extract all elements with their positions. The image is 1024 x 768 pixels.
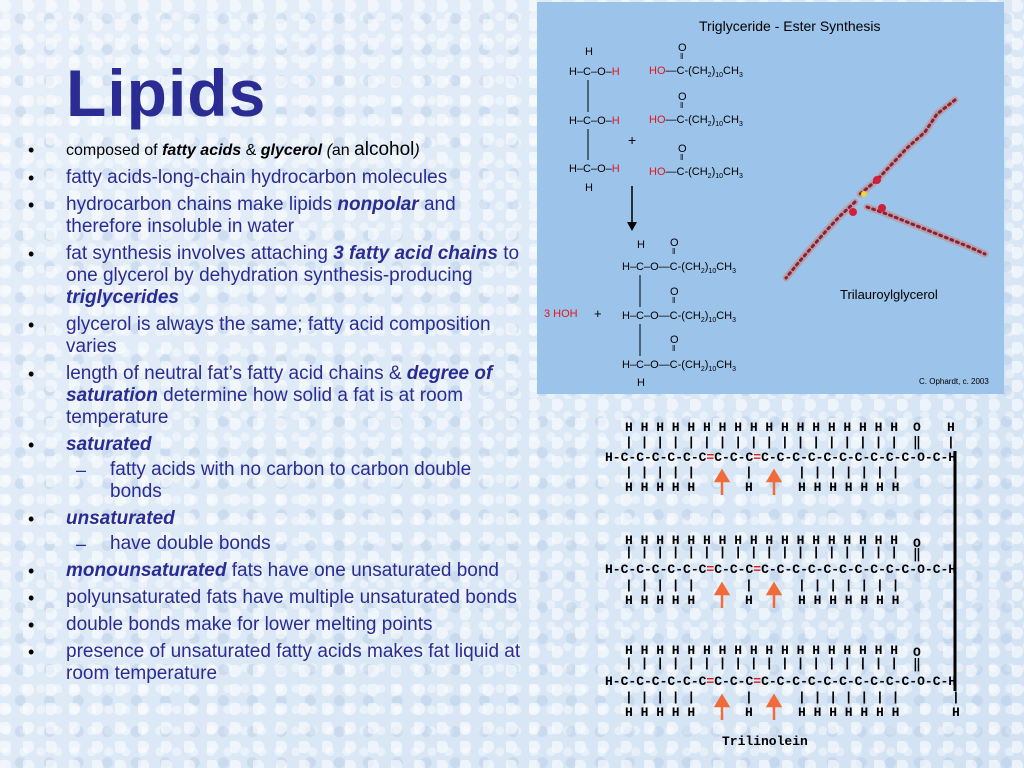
- svg-text:|: |: [745, 578, 753, 593]
- water-label: 3 HOH: [544, 308, 578, 320]
- svg-text:‖: ‖: [672, 344, 676, 353]
- svg-text:H H H H H: H H H H H: [625, 480, 696, 495]
- list-item: • monounsaturated fats have one unsaturated bond: [28, 560, 528, 582]
- svg-text:H-C-C-C-C-C-C=C-C-C=C-C-C-C-C-: H-C-C-C-C-C-C=C-C-C=C-C-C-C-C-C-C-C-C-C-O-C-H: [605, 674, 957, 689]
- fatty-acid-chain: [605, 533, 956, 608]
- glycerol-structure: [569, 46, 620, 194]
- svg-text:O: O: [678, 143, 687, 155]
- svg-text:H: H: [637, 239, 645, 251]
- svg-text:| | | | | | | | | | | | | | |: | | | | | | | | | | | | | | | | | |: [625, 435, 899, 450]
- svg-text:|: |: [947, 435, 955, 450]
- svg-text:O: O: [678, 42, 687, 54]
- svg-text:O: O: [913, 420, 921, 435]
- svg-text:H–C–O–H: H–C–O–H: [569, 163, 620, 175]
- svg-text:‖: ‖: [913, 547, 921, 562]
- svg-text:H–C–O—C-(CH2)10CH3: $H-C-O—C-(CH_2)_{10}CH_3$: [622, 310, 737, 324]
- list-subitem: – have double bonds: [28, 533, 528, 555]
- svg-text:| | | | | | | | | | | | | | |: | | | | | | | | | | | | | | | | | |: [625, 656, 899, 671]
- svg-text:‖: ‖: [913, 435, 921, 450]
- svg-text:‖: ‖: [913, 657, 921, 672]
- svg-text:H–C–O—C-(CH2)10CH3: $H-C-O—C-(CH_2)_{10}CH_3$: [622, 359, 737, 373]
- svg-text:H: H: [585, 182, 593, 194]
- page-title: Lipids: [66, 56, 267, 130]
- svg-text:H: H: [947, 420, 955, 435]
- svg-text:H: H: [745, 705, 753, 720]
- plus-sign: +: [628, 132, 637, 148]
- svg-text:O: O: [670, 334, 679, 346]
- svg-text:HO—C-(CH2)10CH3: $HO—C-(CH_2)_{10}CH_3$: [649, 114, 743, 128]
- svg-text:HO—C-(CH2)10CH3: $HO—C-(CH_2)_{10}CH_3$: [649, 166, 743, 180]
- svg-text:H: H: [745, 593, 753, 608]
- svg-text:O: O: [913, 645, 921, 660]
- svg-text:H H H H H: H H H H H: [625, 705, 696, 720]
- svg-text:| | | | | | |: | | | | | | |: [798, 690, 900, 705]
- fatty-acid-chain: [605, 420, 956, 495]
- list-item: • length of neutral fat’s fatty acid chains & degree of saturation determine how solid a fat is at room temperature: [28, 363, 528, 429]
- svg-text:H: H: [585, 46, 593, 58]
- svg-text:H–C–O–H: H–C–O–H: [569, 115, 620, 127]
- trilinolein-structure: [600, 415, 980, 755]
- svg-text:| | | | | | |: | | | | | | |: [798, 465, 900, 480]
- svg-text:O: O: [913, 536, 921, 551]
- svg-text:H-C-C-C-C-C-C=C-C-C=C-C-C-C-C-: H-C-C-C-C-C-C=C-C-C=C-C-C-C-C-C-C-C-C-C-O-C-H: [605, 562, 957, 577]
- list-item: • fat synthesis involves attaching 3 fatty acid chains to one glycerol by dehydration synthesis-producing triglycerides: [28, 243, 528, 309]
- svg-text:‖: ‖: [680, 153, 684, 162]
- svg-text:H: H: [637, 377, 645, 389]
- svg-text:H–C–O–H: H–C–O–H: [569, 66, 620, 78]
- svg-text:|: |: [745, 465, 753, 480]
- svg-text:|: |: [952, 690, 960, 705]
- svg-text:| | | | |: | | | | |: [625, 578, 696, 593]
- svg-text:| | | | |: | | | | |: [625, 690, 696, 705]
- credit-text: C. Ophardt, c. 2003: [919, 377, 989, 386]
- svg-text:‖: ‖: [672, 296, 676, 305]
- list-subitem: – fatty acids with no carbon to carbon double bonds: [28, 459, 528, 503]
- svg-text:H H H H H H H H H H H H H H H: H H H H H H H H H H H H H H H H H H: [625, 533, 899, 548]
- svg-text:H: H: [952, 705, 960, 720]
- list-item: • polyunsaturated fats have multiple unsaturated bonds: [28, 587, 528, 609]
- list-item: • presence of unsaturated fatty acids makes fat liquid at room temperature: [28, 641, 528, 685]
- bullet-list: [28, 139, 528, 690]
- svg-text:H-C-C-C-C-C-C=C-C-C=C-C-C-C-C-: H-C-C-C-C-C-C=C-C-C=C-C-C-C-C-C-C-C-C-C-O-C-H: [605, 450, 957, 465]
- plus-sign: +: [594, 306, 602, 321]
- svg-text:| | | | |: | | | | |: [625, 465, 696, 480]
- trilinolein-label: Trilinolein: [722, 734, 808, 749]
- svg-text:H H H H H H H: H H H H H H H: [798, 480, 900, 495]
- list-item: • unsaturated: [28, 508, 528, 530]
- svg-text:‖: ‖: [680, 101, 684, 110]
- svg-text:O: O: [670, 237, 679, 249]
- list-item: • fatty acids-long-chain hydrocarbon molecules: [28, 167, 528, 189]
- svg-text:H H H H H H H H H H H H H H H: H H H H H H H H H H H H H H H H H H: [625, 420, 899, 435]
- list-item: • double bonds make for lower melting points: [28, 614, 528, 636]
- svg-text:| | | | | | | | | | | | | | |: | | | | | | | | | | | | | | | | | |: [625, 545, 899, 560]
- molecule-name: Trilauroylglycerol: [840, 287, 938, 302]
- svg-text:H: H: [745, 480, 753, 495]
- svg-text:|: |: [745, 690, 753, 705]
- svg-text:‖: ‖: [680, 52, 684, 61]
- list-item: • composed of fatty acids & glycerol (an alcohol): [28, 139, 528, 162]
- svg-text:O: O: [670, 286, 679, 298]
- svg-text:O: O: [678, 91, 687, 103]
- diagram-title: Triglyceride - Ester Synthesis: [699, 18, 881, 34]
- fatty-acid-chain: [605, 643, 960, 720]
- list-item: • hydrocarbon chains make lipids nonpolar and therefore insoluble in water: [28, 194, 528, 238]
- svg-text:H H H H H H H H H H H H H H H: H H H H H H H H H H H H H H H H H H: [625, 643, 899, 658]
- svg-text:H–C–O—C-(CH2)10CH3: $H-C-O—C-(CH_2)_{10}CH_3$: [622, 261, 737, 275]
- svg-text:H H H H H H H: H H H H H H H: [798, 593, 900, 608]
- ester-synthesis-diagram: [537, 2, 1004, 394]
- svg-text:‖: ‖: [672, 247, 676, 256]
- svg-text:H H H H H H H: H H H H H H H: [798, 705, 900, 720]
- list-item: • glycerol is always the same; fatty acid composition varies: [28, 314, 528, 358]
- svg-text:H H H H H: H H H H H: [625, 593, 696, 608]
- list-item: • saturated: [28, 434, 528, 456]
- svg-text:HO—C-(CH2)10CH3: $HO—C-(CH_2)_{10}CH_3$: [649, 65, 743, 79]
- svg-text:| | | | | | |: | | | | | | |: [798, 578, 900, 593]
